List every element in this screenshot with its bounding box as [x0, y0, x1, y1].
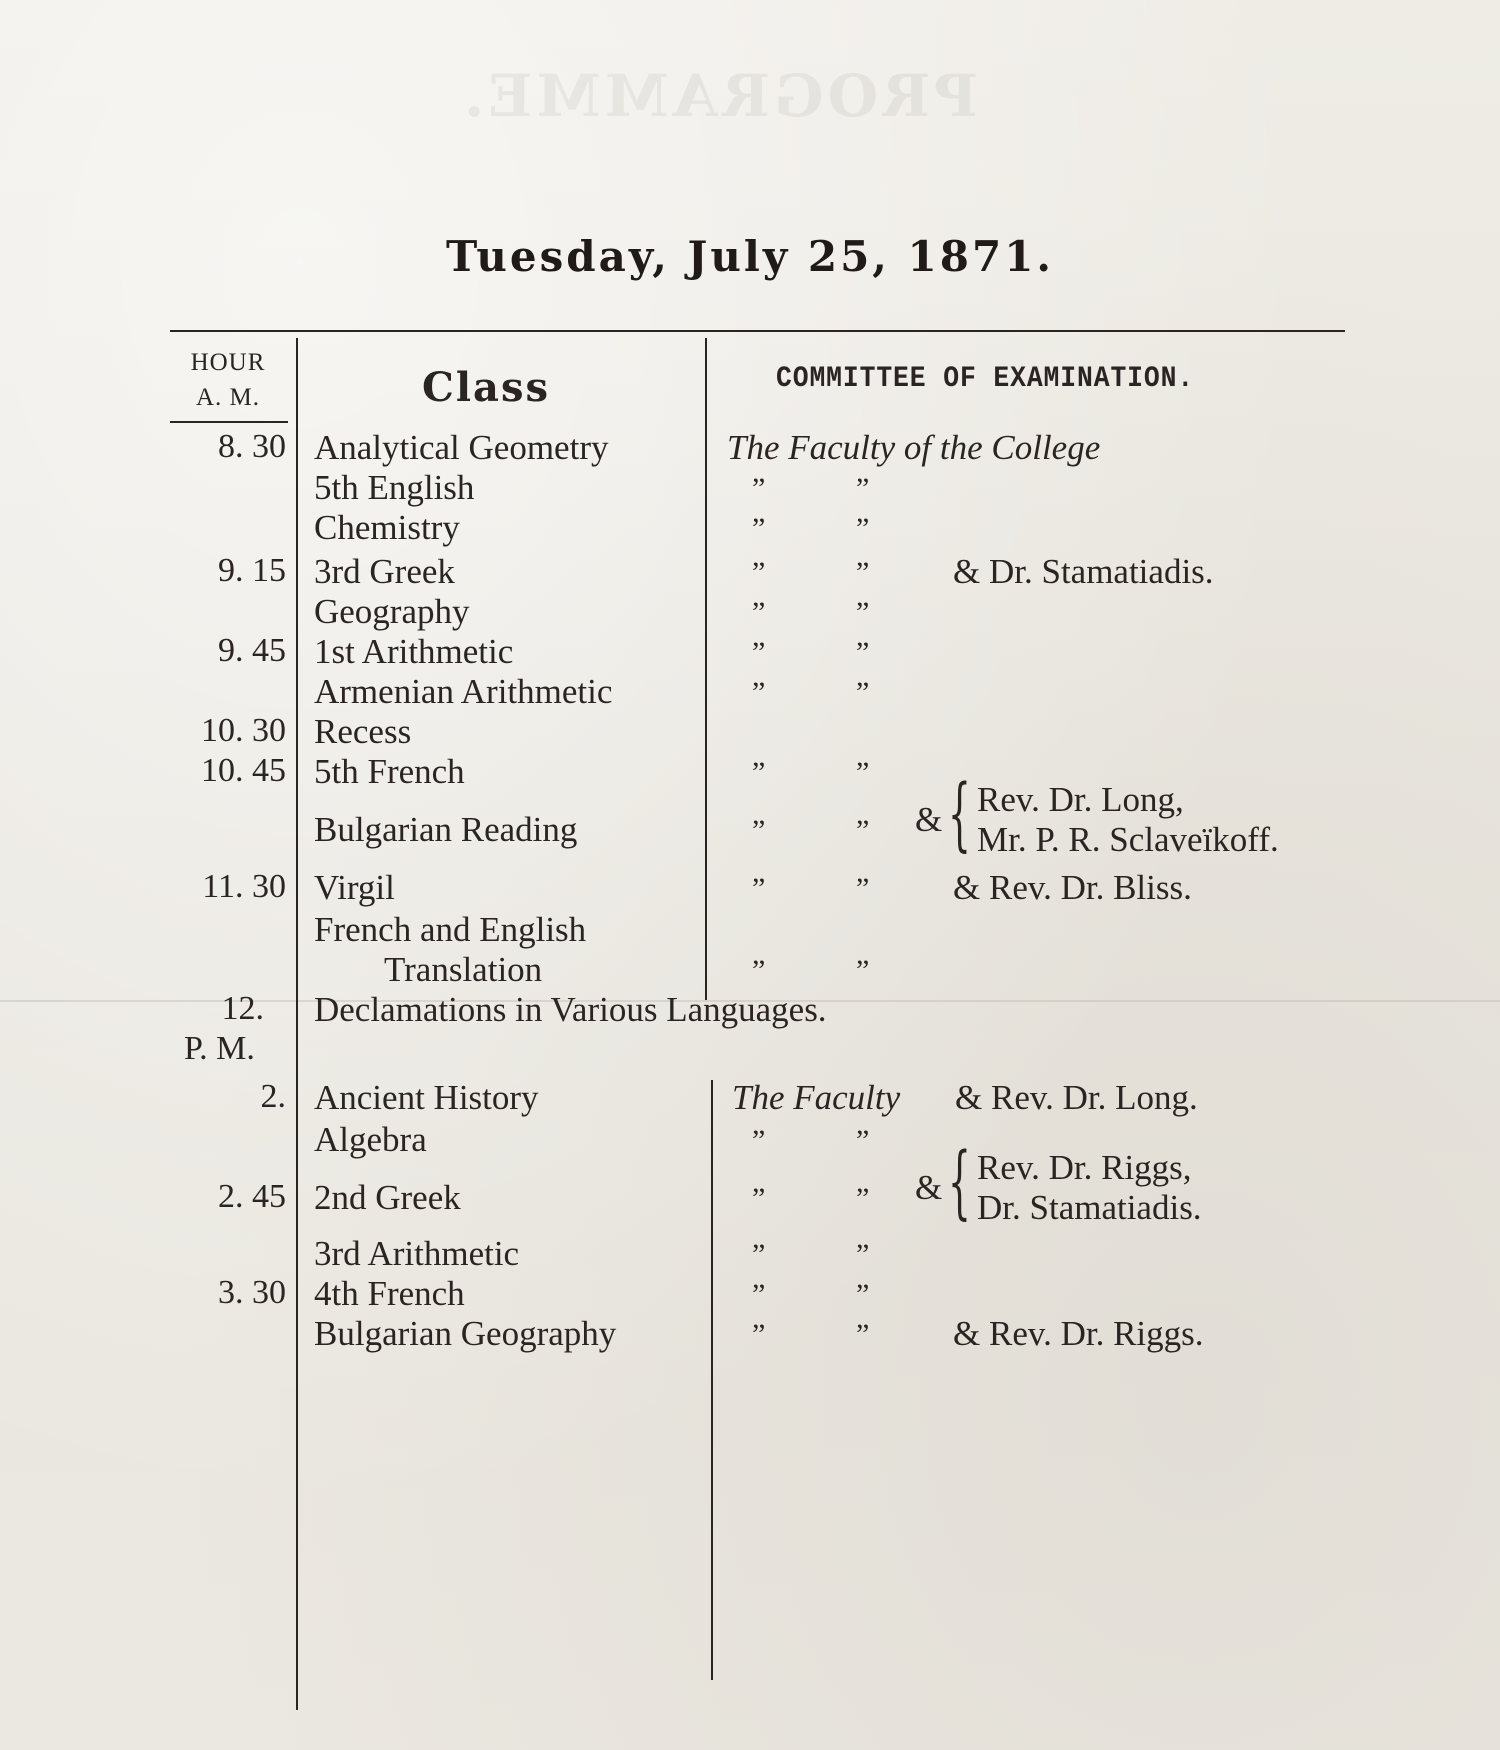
row-hour: 8. 30: [218, 428, 286, 465]
row-class: Armenian Arithmetic: [314, 672, 613, 711]
row-class: Declamations in Various Languages.: [314, 990, 827, 1029]
row-class: 5th English: [314, 468, 475, 507]
row-hour: 11. 30: [202, 868, 286, 905]
row-ditto: ”: [752, 1278, 764, 1311]
grouped-examiners: [977, 1148, 1202, 1228]
row-ditto: ”: [752, 472, 764, 505]
row-class: Virgil: [314, 868, 395, 907]
row-ditto: ”: [752, 1238, 764, 1271]
row-class: 3rd Arithmetic: [314, 1234, 520, 1273]
row-ditto: ”: [752, 596, 764, 629]
row-ditto: ”: [752, 556, 764, 589]
row-class: Bulgarian Reading: [314, 810, 578, 849]
row-hour: 3. 30: [218, 1274, 286, 1311]
top-rule: [170, 330, 1345, 332]
hour-column-divider: [296, 338, 298, 1710]
brace-ampersand: &: [915, 1168, 943, 1207]
row-ditto: ”: [856, 1124, 868, 1157]
bleed-through-text: PROGRAMME.: [460, 62, 978, 130]
examiner-name: Mr. P. R. Sclaveïkoff.: [977, 820, 1279, 859]
row-hour: 2. 45: [218, 1178, 286, 1215]
row-class: 2nd Greek: [314, 1178, 461, 1217]
row-class: Geography: [314, 592, 470, 631]
curly-brace: {: [948, 1135, 971, 1228]
row-ditto: ”: [752, 954, 764, 987]
row-class: Algebra: [314, 1120, 427, 1159]
row-committee: The Faculty of the College: [727, 428, 1101, 467]
row-ditto: ”: [856, 756, 868, 789]
row-ditto: ”: [752, 512, 764, 545]
row-class: 5th French: [314, 752, 465, 791]
hour-header: [168, 345, 288, 415]
row-ditto: ”: [856, 1238, 868, 1271]
row-ditto: ”: [752, 814, 764, 847]
row-ditto: ”: [856, 596, 868, 629]
examiner-name: Dr. Stamatiadis.: [977, 1188, 1202, 1227]
grouped-examiners: [977, 780, 1279, 860]
row-class: French and English: [314, 910, 587, 949]
examiner-name: Rev. Dr. Long,: [977, 780, 1184, 819]
row-class: Ancient History: [314, 1078, 539, 1117]
row-committee: The Faculty: [732, 1078, 901, 1117]
row-class: Recess: [314, 712, 412, 751]
hour-header-label: HOUR: [190, 349, 266, 376]
row-ditto: ”: [752, 1182, 764, 1215]
row-ditto: ”: [856, 512, 868, 545]
row-extra-examiner: & Rev. Dr. Riggs.: [953, 1314, 1204, 1353]
row-hour: 9. 45: [218, 632, 286, 669]
am-header-label: A. M.: [195, 384, 261, 411]
committee-header: COMMITTEE OF EXAMINATION.: [776, 362, 1195, 396]
row-ditto: ”: [856, 1318, 868, 1351]
row-ditto: ”: [856, 676, 868, 709]
row-ditto: ”: [856, 954, 868, 987]
row-extra-examiner: & Dr. Stamatiadis.: [953, 552, 1214, 591]
curly-brace: {: [948, 767, 971, 860]
row-ditto: ”: [856, 1182, 868, 1215]
row-ditto: ”: [856, 872, 868, 905]
row-ditto: ”: [752, 1124, 764, 1157]
row-ditto: ”: [752, 636, 764, 669]
row-ditto: ”: [752, 1318, 764, 1351]
committee-divider-am: [705, 338, 707, 1000]
class-header: Class: [422, 364, 550, 411]
row-hour: 12.: [221, 990, 264, 1027]
row-class: 3rd Greek: [314, 552, 455, 591]
row-ditto: ”: [856, 1278, 868, 1311]
row-class: Bulgarian Geography: [314, 1314, 617, 1353]
row-class: Analytical Geometry: [314, 428, 609, 467]
hour-header-rule: [170, 421, 288, 423]
page-title: Tuesday, July 25, 1871.: [445, 232, 1055, 281]
row-extra-examiner: & Rev. Dr. Long.: [955, 1078, 1198, 1117]
row-hour: 9. 15: [218, 552, 286, 589]
row-hour: 10. 30: [201, 712, 286, 749]
examiner-name: Rev. Dr. Riggs,: [977, 1148, 1192, 1187]
row-class: 4th French: [314, 1274, 465, 1313]
row-extra-examiner: & Rev. Dr. Bliss.: [953, 868, 1192, 907]
row-hour: 10. 45: [201, 752, 286, 789]
row-ditto: ”: [752, 872, 764, 905]
committee-divider-pm: [711, 1080, 713, 1680]
row-class: Translation: [384, 950, 543, 989]
row-ditto: ”: [752, 676, 764, 709]
row-class: 1st Arithmetic: [314, 632, 514, 671]
row-ditto: ”: [856, 556, 868, 589]
row-hour: 2.: [260, 1078, 286, 1115]
row-hour: P. M.: [184, 1030, 255, 1067]
row-ditto: ”: [856, 636, 868, 669]
row-ditto: ”: [856, 472, 868, 505]
row-ditto: ”: [752, 756, 764, 789]
row-ditto: ”: [856, 814, 868, 847]
brace-ampersand: &: [915, 800, 943, 839]
row-class: Chemistry: [314, 508, 460, 547]
